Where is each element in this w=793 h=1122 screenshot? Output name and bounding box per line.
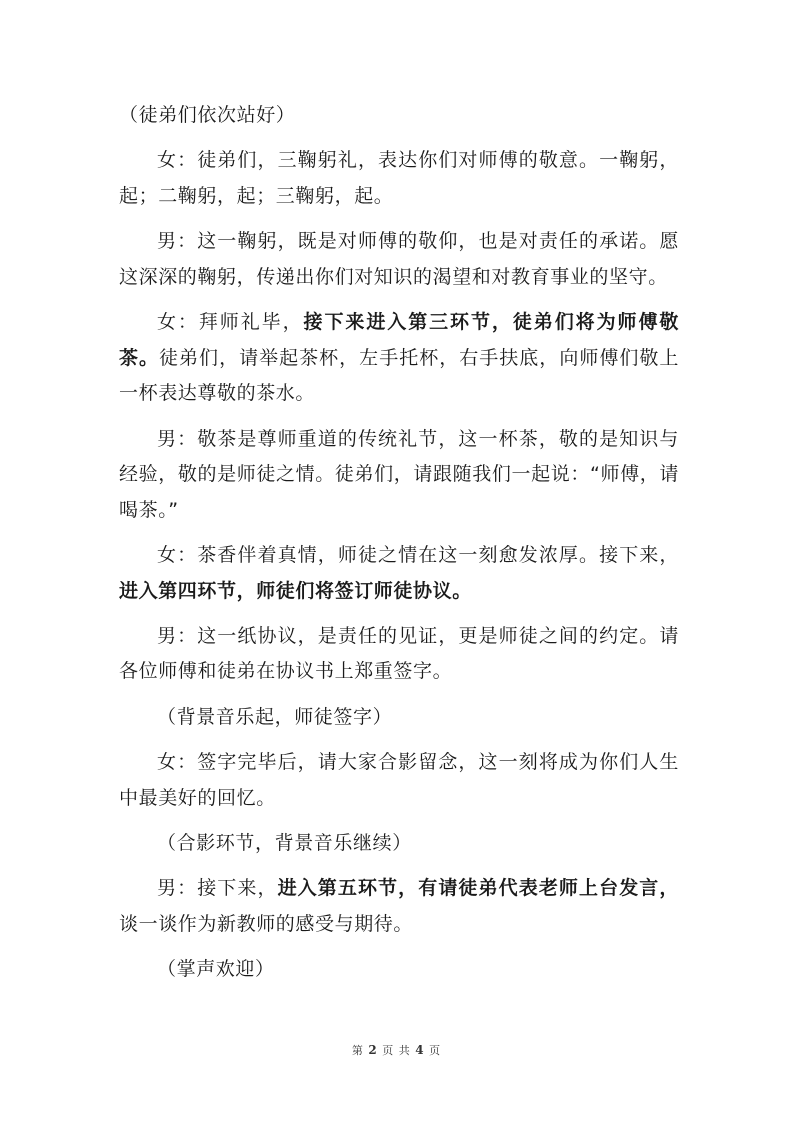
dialogue-paragraph: 女：拜师礼毕，接下来进入第三环节，徒弟们将为师傅敬茶。徒弟们，请举起茶杯，左手托杯，右手扶底，向师傅们敬上一杯表达尊敬的茶水。 (119, 311, 679, 405)
dialogue-paragraph: 女：茶香伴着真情，师徒之情在这一刻愈发浓厚。接下来，进入第四环节，师徒们将签订师徒协议。 (119, 543, 679, 602)
dialogue-paragraph: 男：这一纸协议，是责任的见证，更是师徒之间的约定。请各位师傅和徒弟在协议书上郑重签字。 (119, 624, 679, 683)
current-page-number: 2 (368, 1043, 378, 1057)
stage-direction: （合影环节，背景音乐继续） (157, 831, 412, 854)
stage-direction: （掌声欢迎） (157, 958, 275, 981)
dialogue-paragraph: 男：接下来，进入第五环节，有请徒弟代表老师上台发言，谈一谈作为新教师的感受与期待。 (119, 877, 679, 935)
dialogue-paragraph: 女：签字完毕后，请大家合影留念，这一刻将成为你们人生中最美好的回忆。 (119, 751, 679, 809)
dialogue-paragraph: 男：敬茶是尊师重道的传统礼节，这一杯茶，敬的是知识与经验，敬的是师徒之情。徒弟们，请跟随我们一起说：“师傅，请喝茶。” (119, 427, 679, 521)
section-highlight: 接下来进入第三环节，徒弟们将为师傅敬茶。 (119, 311, 679, 369)
stage-direction: （徒弟们依次站好） (119, 104, 296, 126)
document-body (119, 98, 679, 997)
dialogue-paragraph: 女：徒弟们，三鞠躬礼，表达你们对师傅的敬意。一鞠躬，起；二鞠躬，起；三鞠躬，起。 (119, 149, 679, 207)
section-highlight: 进入第五环节，有请徒弟代表老师上台发言， (277, 877, 679, 900)
total-page-number: 4 (415, 1043, 425, 1057)
dialogue-paragraph: 男：这一鞠躬，既是对师傅的敬仰，也是对责任的承诺。愿这深深的鞠躬，传递出你们对知识的渴望和对教育事业的坚守。 (119, 230, 679, 288)
section-highlight: 进入第四环节，师徒们将签订师徒协议。 (119, 579, 472, 602)
stage-direction: （背景音乐起，师徒签字） (157, 705, 393, 728)
page-footer: 第 2 页 共 4 页 (351, 1043, 442, 1057)
